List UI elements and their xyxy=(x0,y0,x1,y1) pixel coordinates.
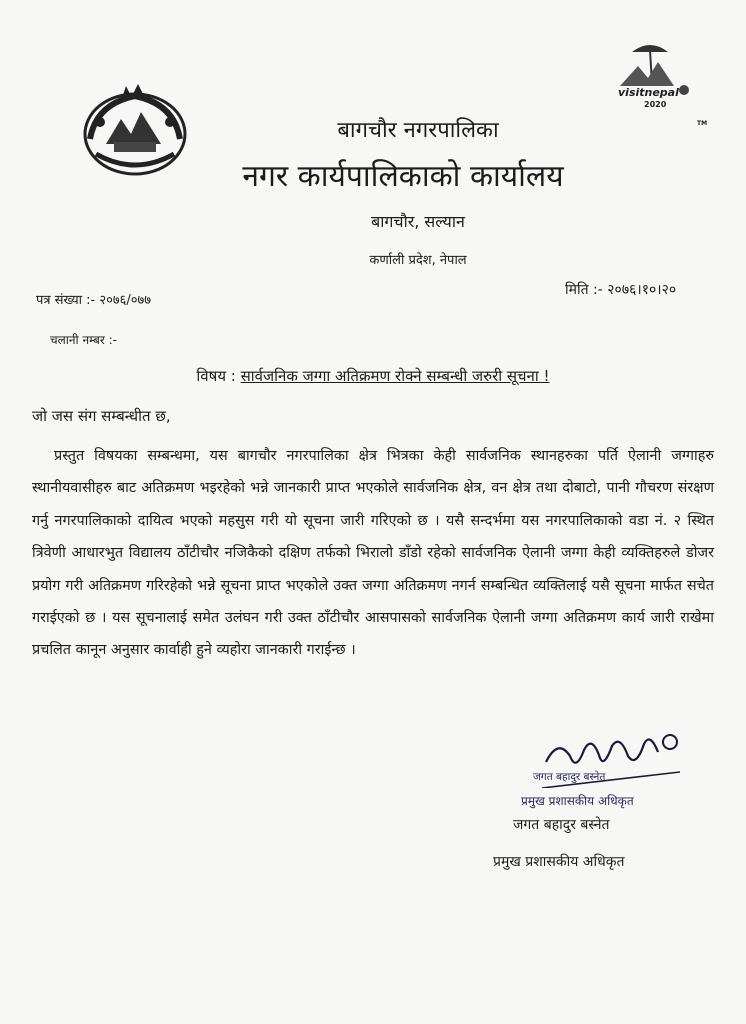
salutation: जो जस संग सम्बन्धीत छ, xyxy=(32,407,171,425)
stamp-name: जगत बहादुर बस्नेत xyxy=(533,771,606,783)
letter-date: मिति :- २०७६।१०।२० xyxy=(565,282,677,298)
signatory-title: प्रमुख प्रशासकीय अधिकृत xyxy=(493,854,625,870)
signatory-name: जगत बहादुर बस्नेत xyxy=(513,817,610,833)
municipality-name: बागचौर नगरपालिका xyxy=(337,118,499,143)
office-name: नगर कार्यपालिकाको कार्यालय xyxy=(242,159,564,194)
office-address: बागचौर, सल्यान xyxy=(371,212,465,231)
subject-line xyxy=(0,366,746,386)
stamp-title: प्रमुख प्रशासकीय अधिकृत xyxy=(521,794,634,808)
trademark: TM xyxy=(697,120,708,127)
province: कर्णाली प्रदेश, नेपाल xyxy=(369,253,467,268)
visit-nepal-brand: visitnepal xyxy=(618,86,679,99)
body-paragraph: प्रस्तुत विषयका सम्बन्धमा, यस बागचौर नगरपालिका क्षेत्र भित्रका केही सार्वजनिक स्थानहरुका पर्ति ऐलानी जग्गाहरु स्थानीयवासीहरु बाट अतिक्रमण भइरहेको भन्ने जानकारी प्राप्त भएकोले सार्वजनिक क्षेत्र, वन क्षेत्र तथा दोबाटो, पानी गौचरण संरक्षण गर्नु नगरपालिकाको दायित्व भएको महसुस गरी यो सूचना जारी गरिएको छ । यसै सन्दर्भमा यस नगरपालिकाको वडा नं. २ स्थित त्रिवेणी आधारभुत विद्यालय ठाँटीचौर नजिकैको दक्षिण तर्फको भिरालो डाँडो रहेको सार्वजनिक ऐलानी जग्गा केही व्यक्तिहरुले डोजर प्रयोग गरी अतिक्रमण गरिरहेको भन्ने सूचना प्राप्त भएकोले उक्त जग्गा अतिक्रमण नगर्न सम्बन्धित व्यक्तिलाई यसै सूचना मार्फत सचेत गराईएको छ । यस सूचनालाई समेत उलंघन गरी उक्त ठाँटीचौर आसपासको सार्वजनिक ऐलानी जग्गा अतिक्रमण कार्य जारी राखेमा प्रचलित कानून अनुसार कार्वाही हुने व्यहोरा जानकारी गराईन्छ । xyxy=(32,448,714,659)
subject-text: सार्वजनिक जग्गा अतिक्रमण रोक्ने सम्बन्धी जरुरी सूचना ! xyxy=(240,367,550,385)
reference-number: पत्र संख्या :- २०७६/०७७ xyxy=(36,293,152,308)
dispatch-number: चलानी नम्बर :- xyxy=(50,333,117,347)
subject-label: विषय : xyxy=(196,367,236,385)
visit-nepal-year: 2020 xyxy=(644,100,667,109)
